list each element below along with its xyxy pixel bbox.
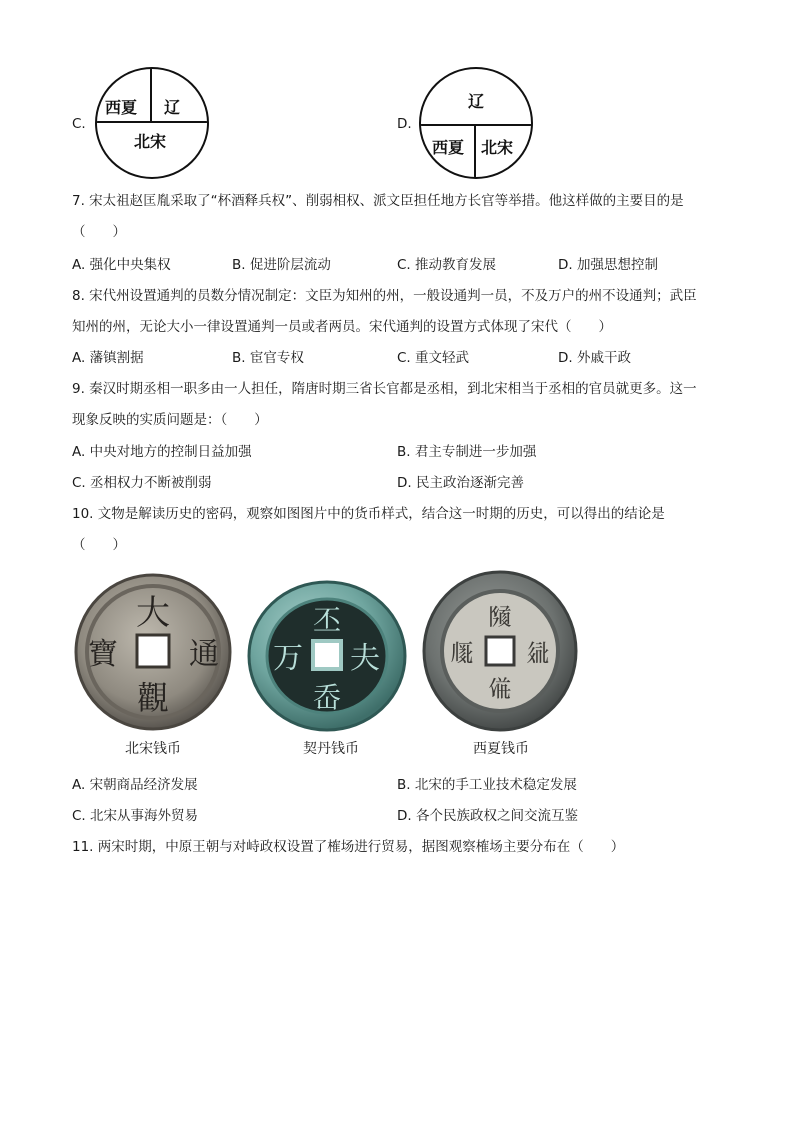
option-b[interactable]: B. 君主专制进一步加强 [397, 444, 537, 460]
option-d[interactable]: D. 外戚干政 [558, 350, 631, 366]
map-diagram-option-c [95, 67, 209, 179]
option-letter: D. [397, 116, 412, 132]
option-d[interactable]: D. 加强思想控制 [558, 257, 658, 273]
option-d[interactable]: D. 民主政治逐渐完善 [397, 475, 524, 491]
coin-char: 大 [136, 593, 170, 633]
region-label: 北宋 [481, 138, 514, 157]
coin-char: 𗃞 [488, 675, 512, 703]
coin-char: 丕 [312, 604, 342, 637]
option-letter: C. [72, 116, 86, 132]
coin-char: 觀 [136, 679, 170, 717]
region-label: 辽 [468, 92, 485, 111]
answer-blank: （ ） [72, 537, 126, 553]
northern-song-coin-image [73, 572, 233, 732]
question-8-text-cont: 知州的州，无论大小一律设置通判一员或者两员。宋代通判的设置方式体现了宋代（ ） [72, 319, 612, 335]
option-b[interactable]: B. 宦官专权 [232, 350, 304, 366]
coin-char: 𗣼 [526, 639, 550, 667]
coin-char: 𗂧 [488, 603, 512, 631]
coin-caption: 契丹钱币 [303, 741, 359, 757]
region-label: 西夏 [432, 138, 465, 157]
question-10-text: 10. 文物是解读历史的密码，观察如图图片中的货币样式，结合这一时期的历史，可以得出的结论是 [72, 506, 665, 522]
divider [474, 124, 476, 179]
coin-caption: 西夏钱币 [473, 741, 529, 757]
option-a[interactable]: A. 宋朝商品经济发展 [72, 777, 198, 793]
region-label: 北宋 [134, 132, 167, 151]
western-xia-coin-image [422, 570, 578, 732]
answer-blank: （ ） [72, 224, 126, 240]
coin-caption: 北宋钱币 [125, 741, 181, 757]
option-c[interactable]: C. 北宋从事海外贸易 [72, 808, 199, 824]
option-d[interactable]: D. 各个民族政权之间交流互鉴 [397, 808, 578, 824]
question-9-text: 9. 秦汉时期丞相一职多由一人担任，隋唐时期三省长官都是丞相，到北宋相当于丞相的官员就更多。这一 [72, 381, 697, 397]
region-label: 西夏 [105, 98, 138, 117]
question-11-text: 11. 两宋时期，中原王朝与对峙政权设置了榷场进行贸易，据图观察榷场主要分布在（ ） [72, 839, 625, 855]
khitan-coin-image [247, 580, 407, 732]
option-a[interactable]: A. 强化中央集权 [72, 257, 171, 273]
coin-char: 寶 [88, 637, 118, 672]
divider [150, 69, 152, 122]
option-c[interactable]: C. 推动教育发展 [397, 257, 497, 273]
question-9-text-cont: 现象反映的实质问题是：（ ） [72, 412, 268, 428]
coin-char: 夫 [350, 641, 380, 676]
question-7-text: 7. 宋太祖赵匡胤采取了“杯酒释兵权”、削弱相权、派文臣担任地方长官等举措。他这样做的主要目的是 [72, 193, 684, 209]
option-b[interactable]: B. 北宋的手工业技术稳定发展 [397, 777, 577, 793]
option-b[interactable]: B. 促进阶层流动 [232, 257, 331, 273]
region-label: 辽 [164, 98, 181, 117]
coin-char: 万 [273, 641, 303, 676]
question-8-text: 8. 宋代州设置通判的员数分情况制定：文臣为知州的州，一般设通判一员，不及万户的州不设通判；武臣 [72, 288, 697, 304]
option-c[interactable]: C. 丞相权力不断被削弱 [72, 475, 212, 491]
map-diagram-option-d [419, 67, 533, 179]
option-a[interactable]: A. 藩镇割据 [72, 350, 144, 366]
option-a[interactable]: A. 中央对地方的控制日益加强 [72, 444, 252, 460]
option-c[interactable]: C. 重文轻武 [397, 350, 470, 366]
coin-char: 岙 [312, 681, 342, 714]
coin-char: 通 [189, 637, 219, 672]
coin-char: 𗅲 [450, 639, 474, 667]
